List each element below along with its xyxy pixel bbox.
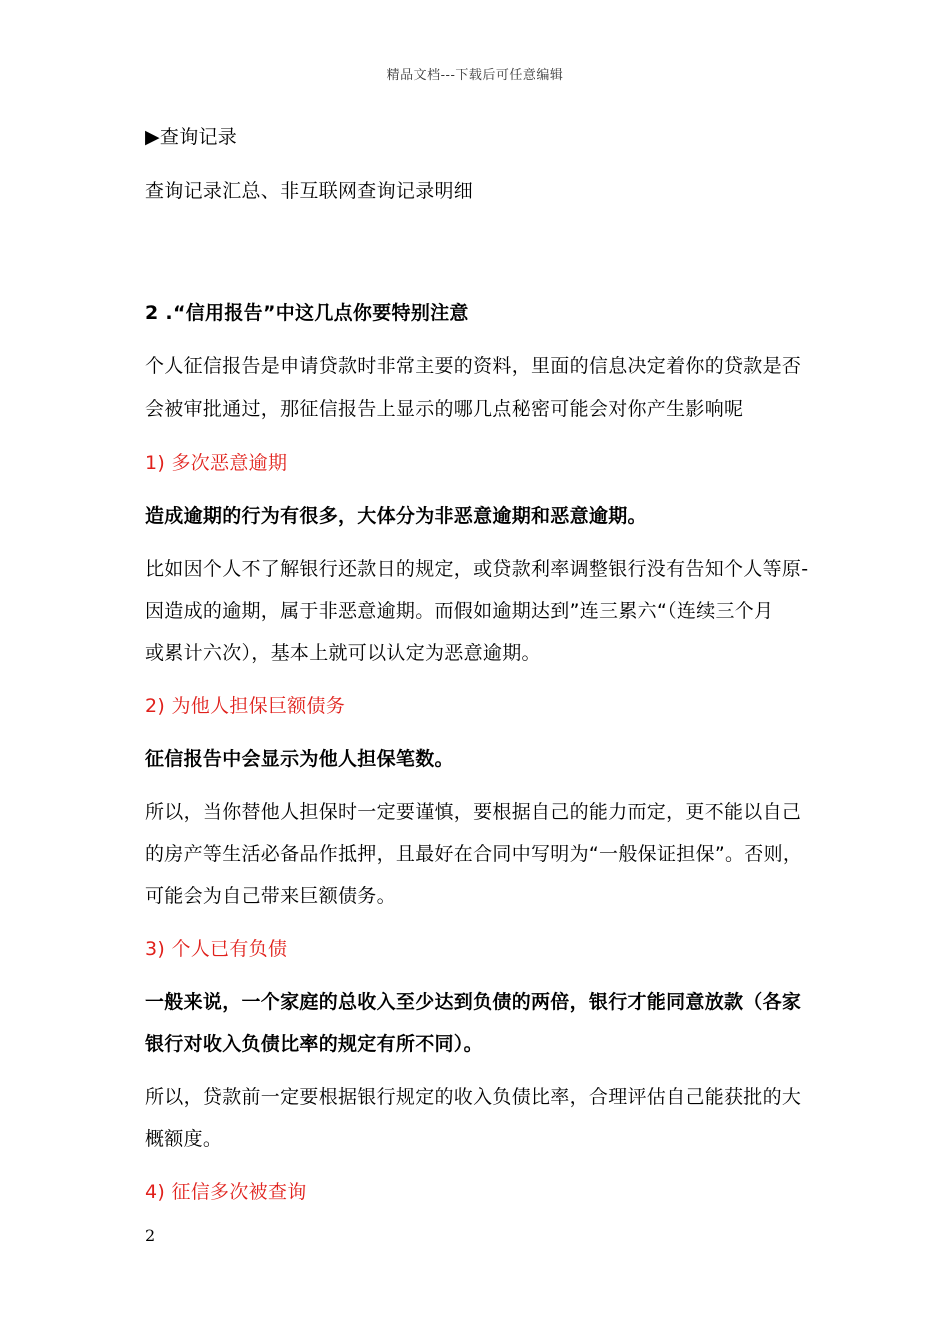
point-3-bold-2: 银行对收入负债比率的规定有所不同）。: [145, 1033, 483, 1055]
point-2-para-1: 所以，当你替他人担保时一定要谨慎，要根据自己的能力而定，更不能以自己: [145, 801, 802, 823]
point-2-bold: 征信报告中会显示为他人担保笔数。: [145, 748, 454, 770]
intro-line-1: 个人征信报告是申请贷款时非常主要的资料，里面的信息决定着你的贷款是否: [145, 355, 802, 377]
point-2-para-2: 的房产等生活必备品作抵押，且最好在合同中写明为“一般保证担保”。否则，: [145, 843, 803, 865]
query-records-detail: 查询记录汇总、非互联网查询记录明细: [145, 180, 474, 202]
point-1-para-2: 因造成的逾期，属于非恶意逾期。而假如逾期达到”连三累六“（连续三个月: [145, 600, 774, 622]
page-number: 2: [145, 1226, 156, 1245]
point-4-title: 4) 征信多次被查询: [145, 1181, 307, 1203]
point-1-para-1: 比如因个人不了解银行还款日的规定，或贷款利率调整银行没有告知个人等原-: [145, 558, 809, 580]
point-1-para-3: 或累计六次），基本上就可以认定为恶意逾期。: [145, 642, 541, 664]
point-3-bold-1: 一般来说，一个家庭的总收入至少达到负债的两倍，银行才能同意放款（各家: [145, 991, 802, 1013]
point-1-title: 1) 多次恶意逾期: [145, 452, 288, 474]
point-3-para-1: 所以，贷款前一定要根据银行规定的收入负债比率，合理评估自己能获批的大: [145, 1086, 802, 1108]
point-1-bold: 造成逾期的行为有很多，大体分为非恶意逾期和恶意逾期。: [145, 505, 647, 527]
intro-line-2: 会被审批通过，那征信报告上显示的哪几点秘密可能会对你产生影响呢: [145, 398, 744, 420]
page-header: 精品文档---下载后可任意编辑: [386, 68, 564, 83]
point-3-title: 3) 个人已有负债: [145, 938, 288, 960]
query-records-heading: ▶查询记录: [145, 126, 238, 148]
point-2-para-3: 可能会为自己带来巨额债务。: [145, 885, 396, 907]
point-2-title: 2) 为他人担保巨额债务: [145, 695, 346, 717]
section-2-title: 2 .“信用报告”中这几点你要特别注意: [145, 302, 469, 324]
point-3-para-2: 概额度。: [145, 1128, 223, 1150]
